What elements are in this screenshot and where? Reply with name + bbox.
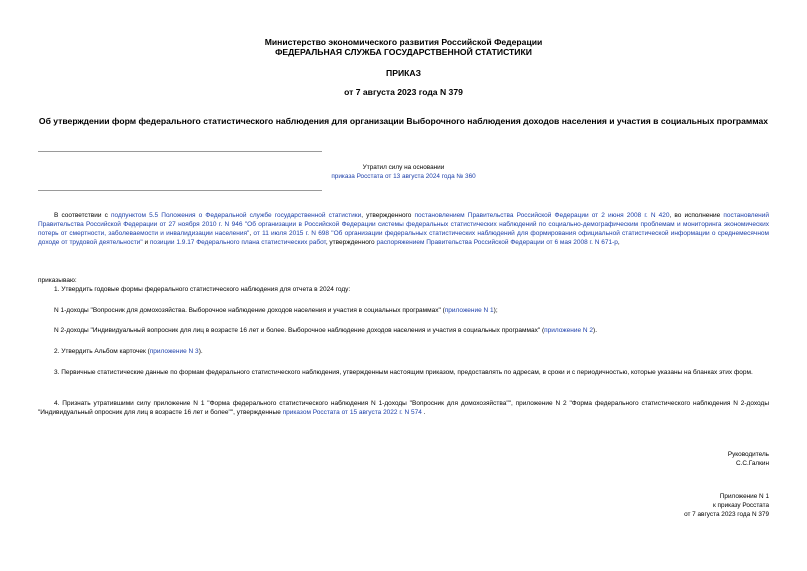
appendix-2-link[interactable]: приложение N 2 [544, 327, 594, 334]
service-name: ФЕДЕРАЛЬНАЯ СЛУЖБА ГОСУДАРСТВЕННОЙ СТАТИСТИКИ [275, 47, 532, 57]
signature-name: С.С.Галкин [735, 460, 769, 467]
document-date-number: от 7 августа 2023 года N 379 [344, 87, 463, 97]
lost-force-note [300, 163, 507, 181]
preamble-link-resolution-946[interactable]: постановлений Правительства Российской Федерации от 27 ноября 2010 г. N 946 "Об организации в Российской Федерации системы федеральных статистических наблюдений по социально-демографическим проблемам и мониторинга экономических потерь от смертности, заболеваемости и инвалидизации населения" [38, 212, 770, 237]
preamble-link-regulation[interactable]: подпунктом 5.5 Положения о Федеральной службе государственной статистики [110, 212, 362, 219]
item-1: 1. Утвердить годовые формы федерального статистического наблюдения для отчета в 2024 году: [54, 286, 351, 293]
document-title: Об утверждении форм федерального статистического наблюдения для организации Выборочного наблюдения доходов населения и участия в социальных программах [38, 116, 769, 126]
lost-force-link[interactable]: приказа Росстата от 13 августа 2024 года № 360 [331, 173, 476, 180]
preamble-text-5: и [142, 239, 150, 246]
appendix-3-link[interactable]: приложение N 3 [149, 348, 199, 355]
signature-role: Руководитель [727, 451, 769, 458]
item-2-text: 2. Утвердить Альбом карточек ( [54, 348, 150, 355]
form-1-end: ); [493, 307, 498, 314]
preamble-link-order-671[interactable]: распоряжением Правительства Российской Федерации от 6 мая 2008 г. N 671-р [376, 239, 618, 246]
lost-force-text: Утратил силу на основании [362, 164, 445, 171]
item-4-text: 4. Признать утратившими силу приложение N 1 "Форма федерального статистического наблюдения N 1-доходы "Вопросник для домохозяйства"", приложение N 2 "Форма федерального статистического наблюдения N 2-доходы "Индивидуальный опросник для лиц в возрасте 16 лет и более"", утвержденные [38, 400, 769, 416]
preamble-text-1: В соответствии с [54, 212, 111, 219]
item-4-end: . [421, 409, 426, 416]
item-4 [38, 399, 769, 417]
item-2-end: ). [198, 348, 203, 355]
divider-bottom [38, 190, 322, 191]
item-3: 3. Первичные статистические данные по формам федерального статистического наблюдения, утвержденным настоящим приказом, предоставлять по адресам, в сроки и с периодичностью, которые указаны на бланках этих форм. [54, 369, 753, 376]
preamble-link-resolution-698[interactable]: от 11 июля 2015 г. N 698 "Об организации федеральных статистических наблюдений для формирования официальной статистической информации о среднемесячном доходе от трудовой деятельности" [38, 230, 769, 246]
signature-block [728, 450, 769, 468]
preamble-link-plan[interactable]: позиции 1.9.17 Федерального плана статистических работ [149, 239, 326, 246]
order-574-link[interactable]: приказом Росстата от 15 августа 2022 г. N 574 [282, 409, 422, 416]
document-type: ПРИКАЗ [386, 68, 421, 78]
appendix-line-1: Приложение N 1 [719, 493, 769, 500]
appendix-1-link[interactable]: приложение N 1 [444, 307, 494, 314]
preamble-text-7: , [617, 239, 620, 246]
preamble-link-resolution-420[interactable]: постановлением Правительства Российской Федерации от 2 июня 2008 г. N 420 [414, 212, 670, 219]
form-1 [54, 306, 769, 315]
preamble-text-6: , утвержденного [325, 239, 377, 246]
form-2 [54, 326, 769, 335]
orders-word: приказываю: [38, 277, 77, 284]
preamble-text-2: , утвержденного [361, 212, 415, 219]
appendix-header [684, 492, 769, 519]
form-2-end: ). [593, 327, 598, 334]
form-2-text: N 2-доходы "Индивидуальный вопросник для лиц в возрасте 16 лет и более. Выборочное наблюдение доходов населения и участия в социальных программах" ( [54, 327, 545, 334]
appendix-line-2: к приказу Росстата [712, 502, 769, 509]
form-1-text: N 1-доходы "Вопросник для домохозяйства. Выборочное наблюдение доходов населения и участия в социальных программах" ( [54, 307, 445, 314]
preamble-text-4: , [249, 230, 254, 237]
item-2 [54, 347, 769, 356]
ministry-name: Министерство экономического развития Российской Федерации [264, 37, 543, 47]
divider-top [38, 151, 322, 152]
preamble-paragraph [38, 211, 769, 247]
preamble-text-3: , во исполнение [669, 212, 724, 219]
appendix-line-3: от 7 августа 2023 года N 379 [684, 511, 769, 518]
